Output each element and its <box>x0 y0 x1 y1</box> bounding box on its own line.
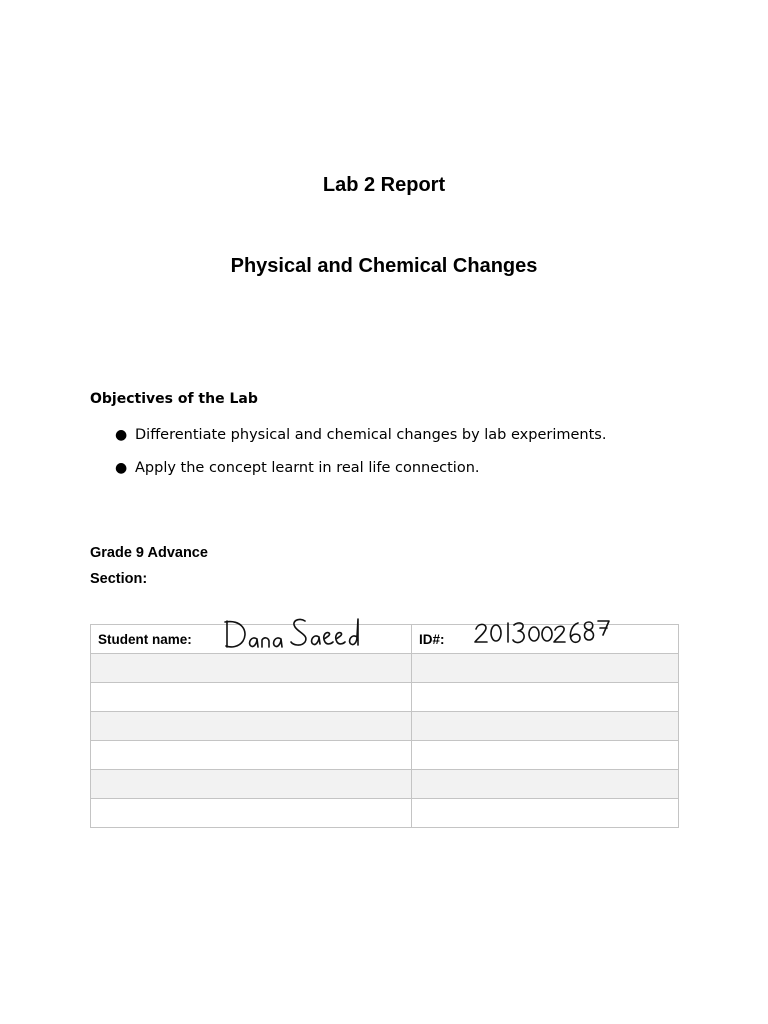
table-cell <box>91 654 412 683</box>
objectives-list <box>90 424 606 490</box>
objectives-heading: Objectives of the Lab <box>90 391 258 407</box>
bullet-icon: ● <box>115 427 128 443</box>
table-cell <box>412 712 679 741</box>
table-row <box>91 799 679 828</box>
table-row <box>91 770 679 799</box>
student-info-table <box>90 624 679 828</box>
objective-item <box>90 424 606 457</box>
page-title: Lab 2 Report <box>322 174 446 196</box>
table-cell <box>91 683 412 712</box>
table-row <box>91 683 679 712</box>
table-cell <box>91 712 412 741</box>
table-cell <box>412 683 679 712</box>
student-id-cell <box>412 625 679 654</box>
handwritten-name-signature <box>219 611 369 651</box>
objective-text: Differentiate physical and chemical changes by lab experiments. <box>135 427 607 443</box>
bullet-icon: ● <box>115 460 128 476</box>
section-label: Section: <box>90 571 148 587</box>
grade-label: Grade 9 Advance <box>90 545 208 561</box>
table-cell <box>412 741 679 770</box>
objective-item <box>90 457 606 490</box>
handwritten-id-number <box>472 611 612 647</box>
table-cell <box>91 741 412 770</box>
table-cell <box>412 799 679 828</box>
student-id-label: ID#: <box>419 632 445 647</box>
table-cell <box>412 770 679 799</box>
table-row <box>91 625 679 654</box>
table-cell <box>412 654 679 683</box>
table-row <box>91 712 679 741</box>
page-subtitle: Physical and Chemical Changes <box>230 255 538 277</box>
table-cell <box>91 770 412 799</box>
student-name-label: Student name: <box>98 632 192 647</box>
student-name-cell <box>91 625 412 654</box>
table-row <box>91 741 679 770</box>
table-row <box>91 654 679 683</box>
table-cell <box>91 799 412 828</box>
objective-text: Apply the concept learnt in real life connection. <box>135 460 480 476</box>
